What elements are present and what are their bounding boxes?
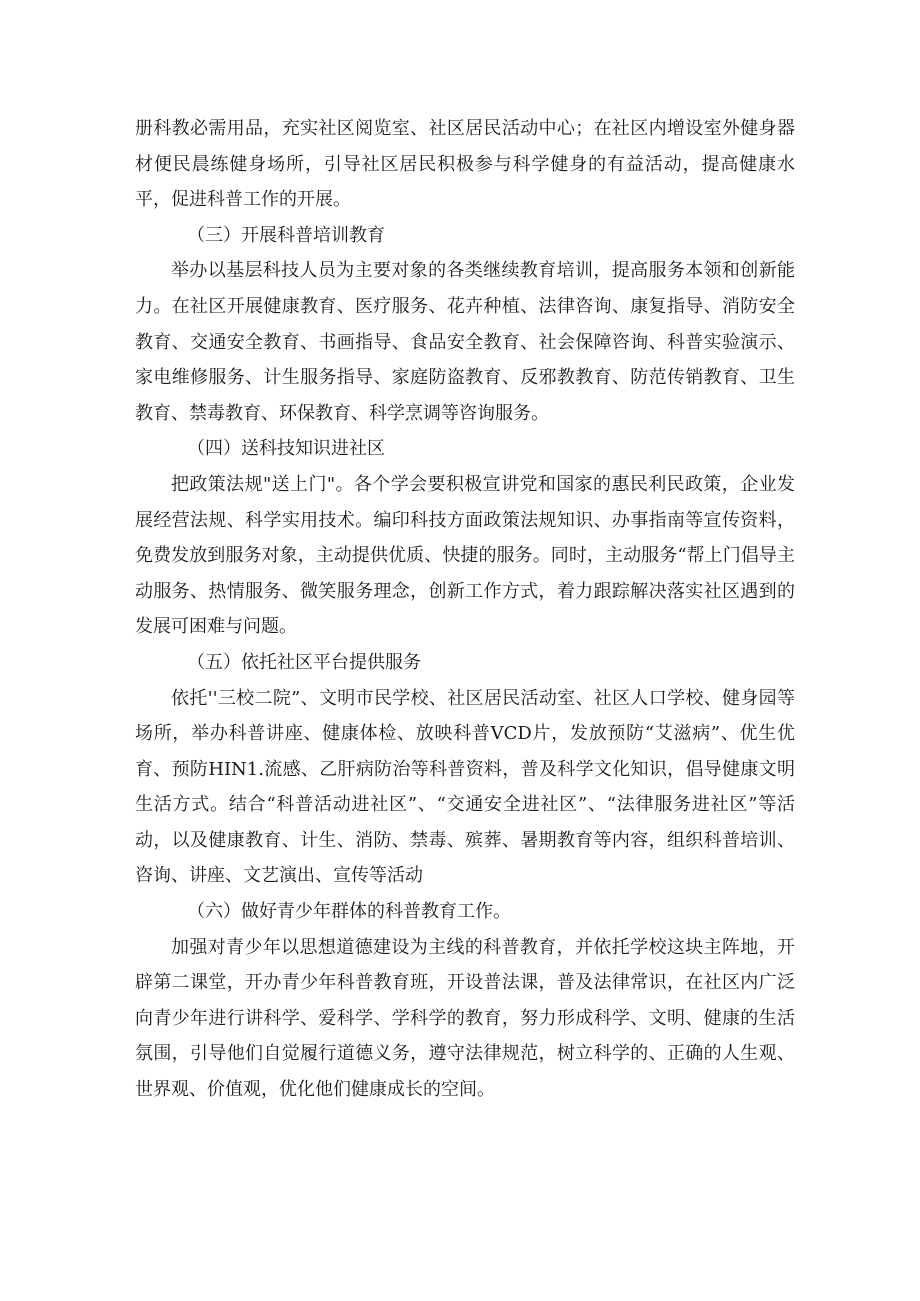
section-heading-3: （三）开展科普培训教育 — [187, 224, 385, 246]
section-heading-4: （四）送科技知识进社区 — [187, 438, 385, 460]
paragraph-youth-education: 加强对青少年以思想道德建设为主线的科普教育，并依托学校这块主阵地，开辟第二课堂，开办青少年科普教育班，开设普法课，普及法律常识，在社区内广泛向青少年进行讲科学、爱科学、学科学的教育，努力形成科学、文明、健康的生活氛围，引导他们自觉履行道德义务，遵守法律规范，树立科学的、正确的人生观、世界观、价值观，优化他们健康成长的空间。 — [135, 936, 795, 1101]
document-page — [135, 111, 795, 1108]
paragraph-continued: 册科教必需用品，充实社区阅览室、社区居民活动中心；在社区内增设室外健身器材便民晨练健身场所，引导社区居民积极参与科学健身的有益活动，提高健康水平，促进科普工作的开展。 — [135, 118, 795, 211]
section-heading-5: （五）依托社区平台提供服务 — [187, 651, 421, 673]
paragraph-tech-knowledge: 把政策法规"送上门"。各个学会要积极宣讲党和国家的惠民利民政策，企业发展经营法规、科学实用技术。编印科技方面政策法规知识、办事指南等宣传资料，免费发放到服务对象，主动提供优质、快捷的服务。同时，主动服务“帮上门倡导主动服务、热情服务、微笑服务理念，创新工作方式，着力跟踪解决落实社区遇到的发展可困难与问题。 — [135, 473, 795, 638]
paragraph-training: 举办以基层科技人员为主要对象的各类继续教育培训，提高服务本领和创新能力。在社区开展健康教育、医疗服务、花卉种植、法律咨询、康复指导、消防安全教育、交通安全教育、书画指导、食品安全教育、社会保障咨询、科普实验演示、家电维修服务、计生服务指导、家庭防盗教育、反邪教教育、防范传销教育、卫生教育、禁毒教育、环保教育、科学烹调等咨询服务。 — [135, 260, 795, 424]
paragraph-community-platform: 依托''三校二院”、文明市民学校、社区居民活动室、社区人口学校、健身园等场所，举办科普讲座、健康体检、放映科普VCD片，发放预防“艾滋病”、优生优育、预防HIN1.流感、乙肝病防治等科普资料，普及科学文化知识，倡导健康文明生活方式。结合“科普活动进社区”、“交通安全进社区”、“法律服务进社区”等活动，以及健康教育、计生、消防、禁毒、殡葬、暑期教育等内容，组织科普培训、咨询、讲座、文艺演出、宣传等活动 — [135, 687, 795, 887]
section-heading-6: （六）做好青少年群体的科普教育工作。 — [187, 901, 511, 923]
